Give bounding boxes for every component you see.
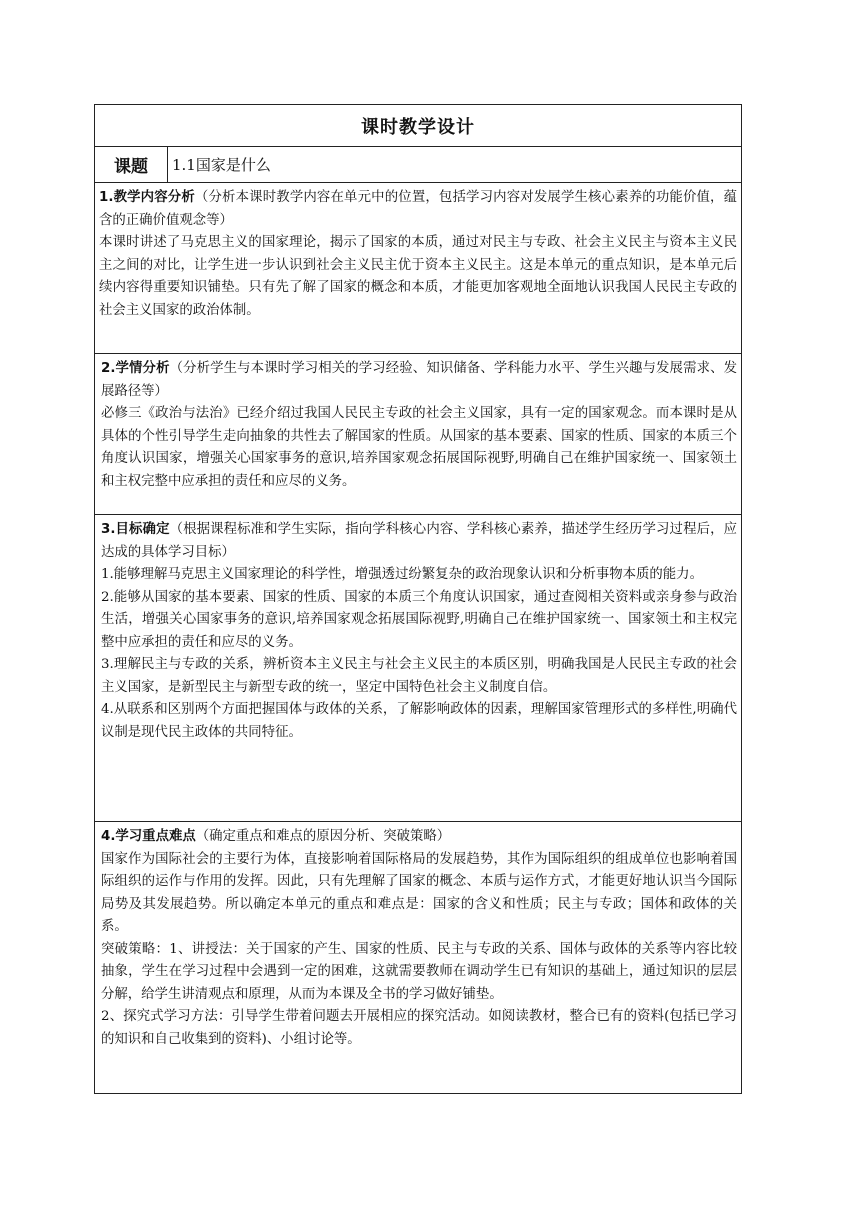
section-heading: 1.教学内容分析 [99,190,195,205]
section-content-analysis [95,183,741,354]
lesson-row [95,147,741,183]
section-note: （分析本课时教学内容在单元中的位置，包括学习内容对发展学生核心素养的功能价值，蕴含的正确价值观念等） [99,190,738,228]
section-note: （分析学生与本课时学习相关的学习经验、知识储备、学科能力水平、学生兴趣与发展需求、发展路径等） [101,361,737,399]
lesson-design-table [94,104,742,1094]
document-title: 课时教学设计 [361,116,475,138]
section-body: 必修三《政治与法治》已经介绍过我国人民民主专政的社会主义国家，具有一定的国家观念。而本课时是从具体的个性引导学生走向抽象的共性去了解国家的性质。从国家的基本要素、国家的性质、国家的本质三个角度认识国家，增强关心国家事务的意识,培养国家观念拓展国际视野,明确自己在维护国家统一、国家领土和主权完整中应承担的责任和应尽的义务。 [101,406,737,489]
section-body: 本课时讲述了马克思主义的国家理论，揭示了国家的本质，通过对民主与专政、社会主义民主与资本主义民主之间的对比，让学生进一步认识到社会主义民主优于资本主义民主。这是本单元的重点知识，是本单元后续内容得重要知识铺垫。只有先了解了国家的概念和本质，才能更加客观地全面地认识我国人民民主专政的社会主义国家的政治体制。 [99,235,737,318]
title-row [95,105,741,147]
section-note: （根据课程标准和学生实际，指向学科核心内容、学科核心素养，描述学生经历学习过程后，应达成的具体学习目标） [101,522,737,560]
section-header [101,826,737,849]
section-note: （确定重点和难点的原因分析、突破策略） [195,829,451,844]
goal-item: 2.能够从国家的基本要素、国家的性质、国家的本质三个角度认识国家，通过查阅相关资料或亲身参与政治生活，增强关心国家事务的意识,培养国家观念拓展国际视野,明确自己在维护国家统一、国家领土和主权完整中应承担的责任和应尽的义务。 [101,589,737,650]
section-header [101,358,737,403]
section-paragraph: 2、探究式学习方法：引导学生带着问题去开展相应的探究活动。如阅读教材，整合已有的资料(包括已学习的知识和自己收集到的资料)、小组讨论等。 [101,1009,737,1047]
section-heading: 4.学习重点难点 [101,829,196,844]
section-heading: 2.学情分析 [101,361,170,376]
goal-item: 4.从联系和区别两个方面把握国体与政体的关系，了解影响政体的因素，理解国家管理形式的多样性,明确代议制是现代民主政体的共同特征。 [101,702,737,740]
section-header [99,187,737,232]
section-paragraph: 国家作为国际社会的主要行为体，直接影响着国际格局的发展趋势，其作为国际组织的组成单位也影响着国际组织的运作与作用的发挥。因此，只有先理解了国家的概念、本质与运作方式，才能更好地认识当今国际局势及其发展趋势。所以确定本单元的重点和难点是：国家的含义和性质；民主与专政；国体和政体的关系。 [101,851,737,934]
lesson-value: 1.1国家是什么 [172,156,271,174]
section-heading: 3.目标确定 [101,522,170,537]
lesson-label: 课题 [95,147,168,182]
section-student-analysis [95,354,741,515]
section-key-difficulties [95,822,741,1093]
goal-item: 3.理解民主与专政的关系，辨析资本主义民主与社会主义民主的本质区别，明确我国是人民民主专政的社会主义国家，是新型民主与新型专政的统一，坚定中国特色社会主义制度自信。 [101,657,737,695]
goal-item: 1.能够理解马克思主义国家理论的科学性，增强透过纷繁复杂的政治现象认识和分析事物本质的能力。 [101,567,703,582]
section-learning-goals [95,515,741,822]
section-header [101,519,737,564]
section-paragraph: 突破策略：1、讲授法：关于国家的产生、国家的性质、民主与专政的关系、国体与政体的关系等内容比较抽象，学生在学习过程中会遇到一定的困难，这就需要教师在调动学生已有知识的基础上，通过知识的层层分解，给学生讲清观点和原理，从而为本课及全书的学习做好铺垫。 [101,941,737,1002]
